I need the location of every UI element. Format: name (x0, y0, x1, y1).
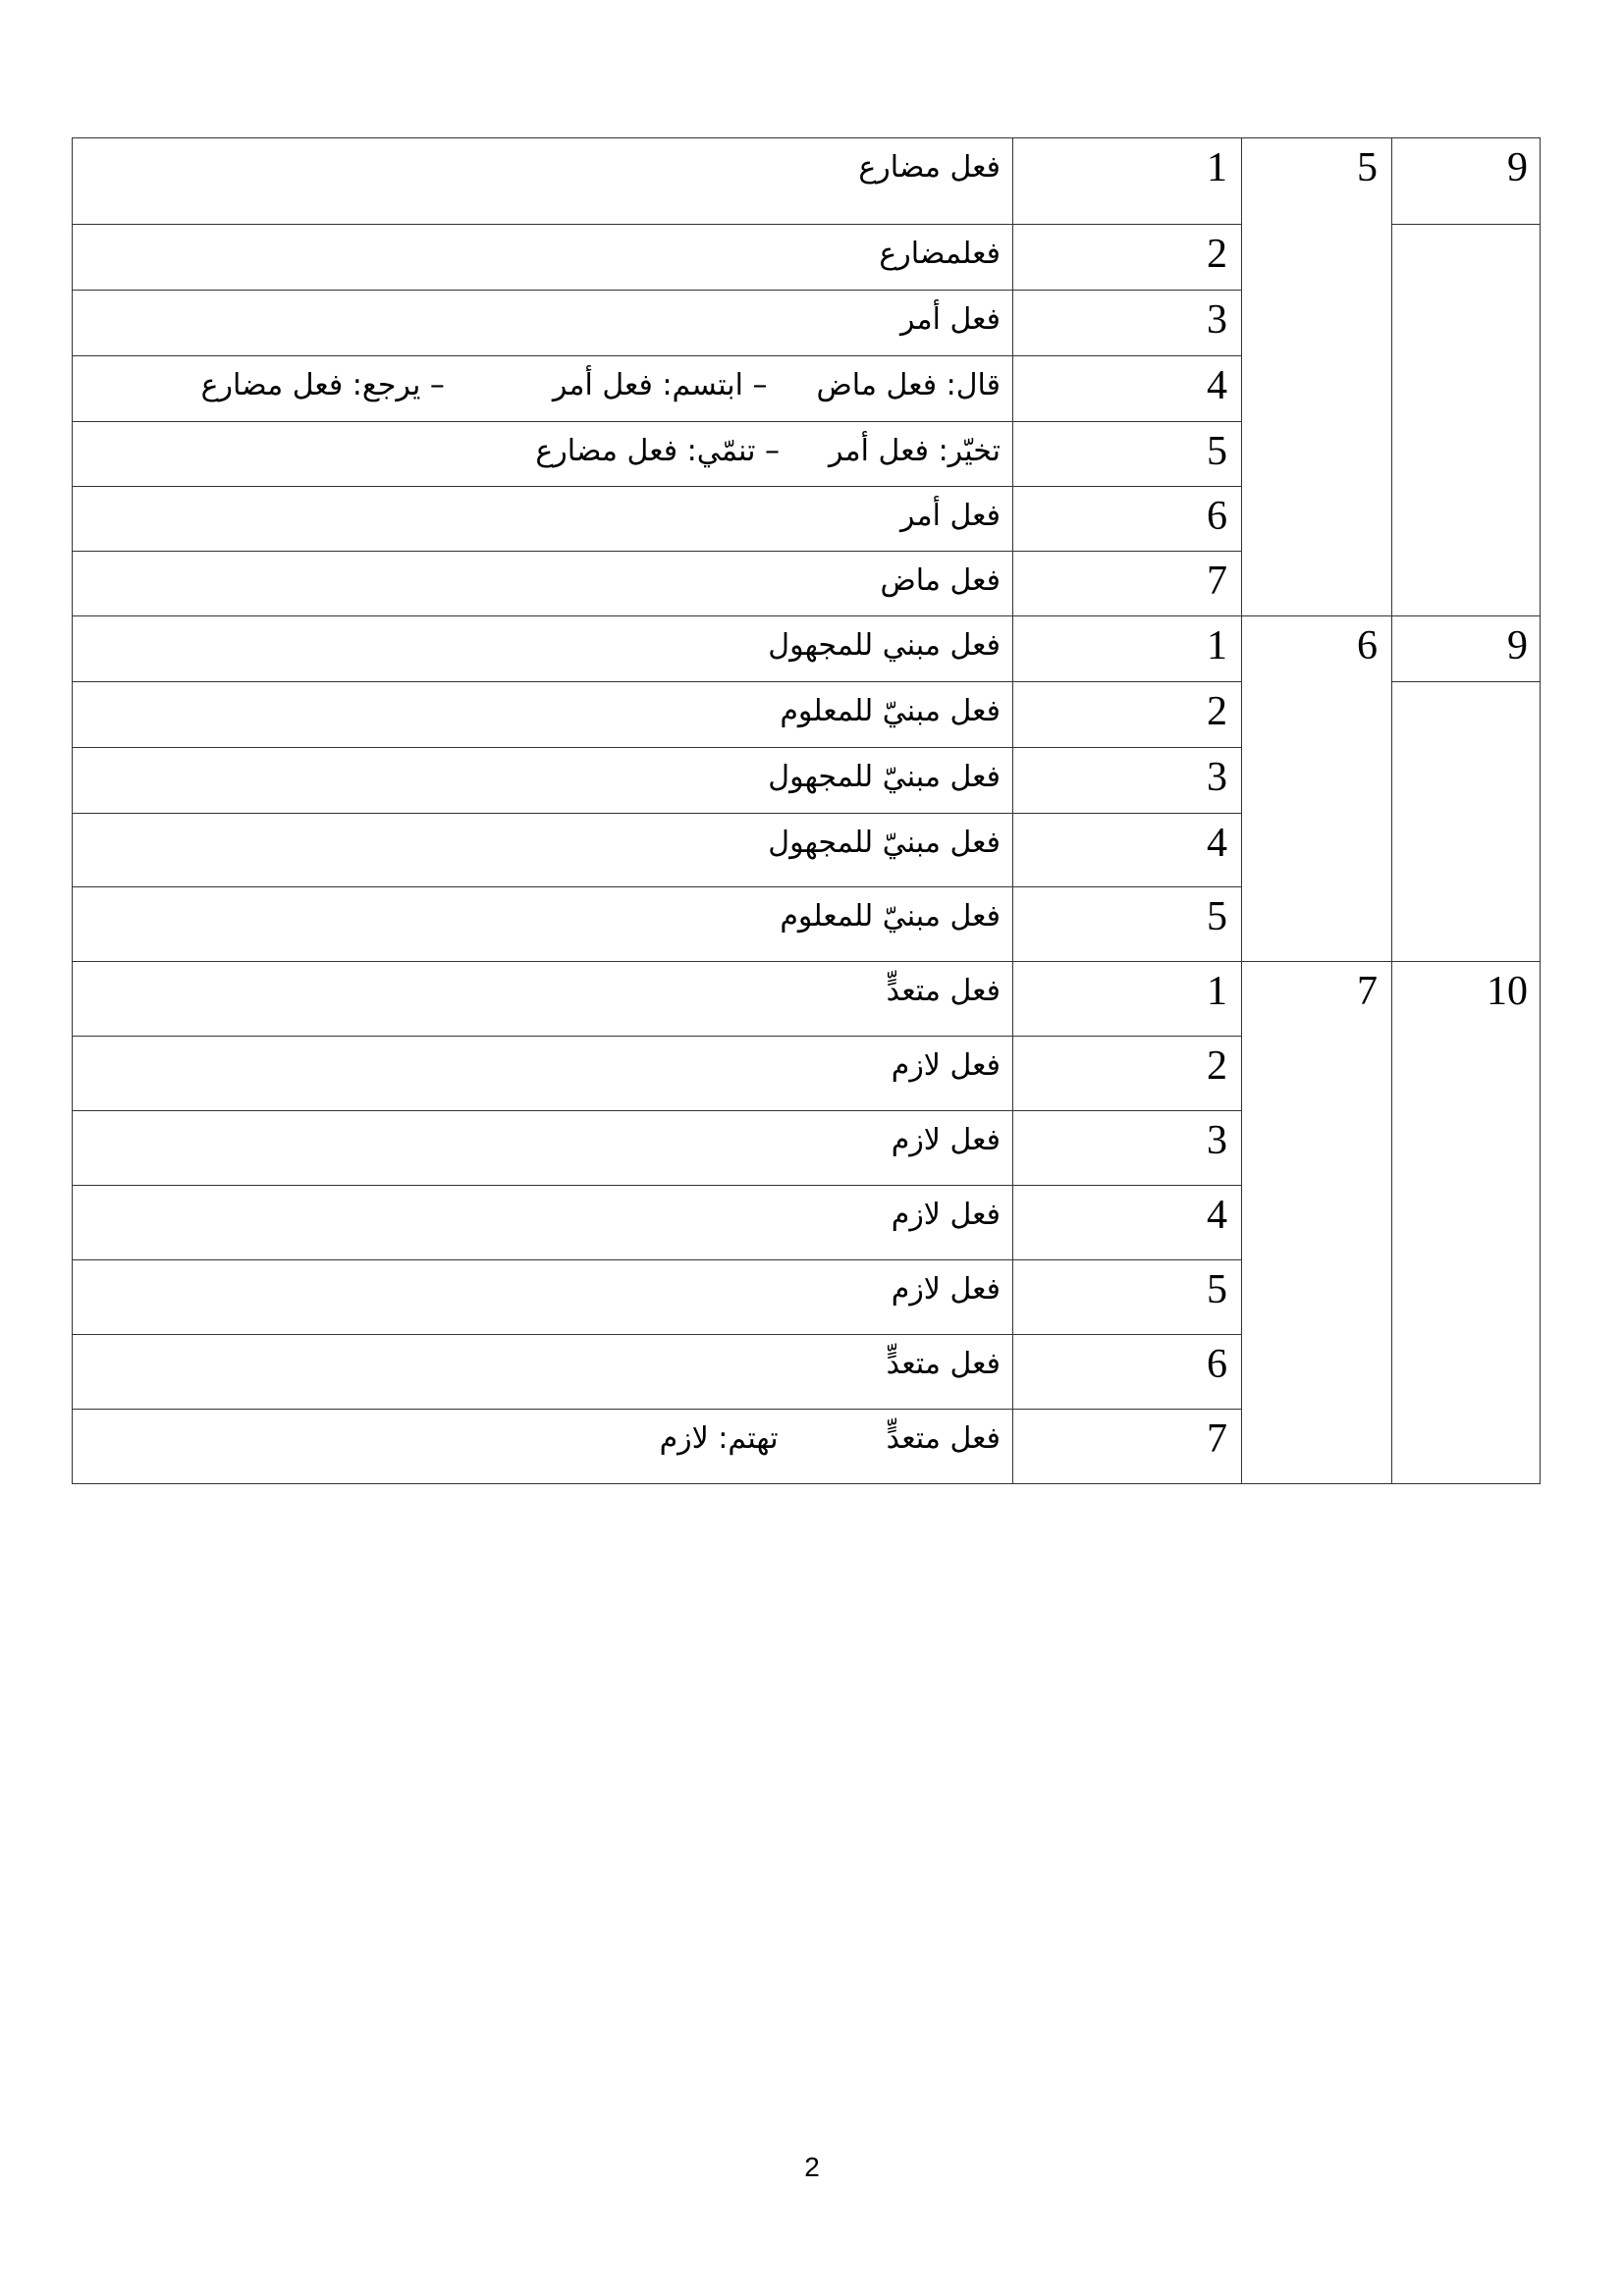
question-number: 9 (1392, 138, 1541, 225)
item-number: 3 (1013, 291, 1242, 356)
answer-text: فعل مبنيّ للمعلوم (780, 694, 1001, 728)
answer-cell (73, 1410, 1013, 1484)
item-number: 6 (1013, 1335, 1242, 1410)
answer-text: – تنمّي: فعل مضارع (535, 434, 780, 468)
item-number: 1 (1013, 616, 1242, 682)
table-row (73, 616, 1541, 682)
answer-cell (73, 1260, 1013, 1335)
answer-text: – يرجع: فعل مضارع (200, 368, 445, 402)
answer-key-table (72, 137, 1541, 1484)
answer-cell (73, 962, 1013, 1037)
answer-text: قال: فعل ماض (816, 368, 1001, 402)
item-number: 3 (1013, 748, 1242, 814)
answer-cell (73, 1111, 1013, 1186)
answer-text: فعل مضارع (858, 150, 1001, 185)
answer-text: فعل أمر (899, 499, 1001, 533)
answer-text: فعل لازم (891, 1048, 1001, 1083)
answer-cell (73, 422, 1013, 487)
answer-cell (73, 616, 1013, 682)
question-cell-empty (1392, 682, 1541, 962)
item-number: 5 (1013, 1260, 1242, 1335)
answer-cell (73, 887, 1013, 962)
section-number: 7 (1242, 962, 1392, 1484)
table-row (73, 138, 1541, 225)
answer-cell (73, 748, 1013, 814)
item-number: 2 (1013, 682, 1242, 748)
answer-text: فعلمضارع (879, 237, 1001, 271)
answer-cell (73, 487, 1013, 552)
page-number: 2 (804, 2152, 820, 2182)
item-number: 7 (1013, 1410, 1242, 1484)
answer-text: فعل لازم (891, 1272, 1001, 1307)
answer-text: فعل أمر (899, 302, 1001, 337)
answer-cell (73, 1037, 1013, 1111)
item-number: 4 (1013, 814, 1242, 887)
answer-text: فعل لازم (891, 1198, 1001, 1232)
question-number: 9 (1392, 616, 1541, 682)
answer-cell (73, 356, 1013, 422)
question-number: 10 (1392, 962, 1541, 1484)
answer-text: فعل متعدٍّ (886, 1347, 1001, 1381)
item-number: 4 (1013, 356, 1242, 422)
answer-text: فعل لازم (891, 1123, 1001, 1157)
answer-cell (73, 682, 1013, 748)
answer-cell (73, 814, 1013, 887)
answer-text: فعل متعدٍّ (886, 974, 1001, 1008)
item-number: 3 (1013, 1111, 1242, 1186)
answer-text: فعل متعدٍّ (886, 1421, 1001, 1456)
answer-cell (73, 225, 1013, 291)
answer-text: تخيّر: فعل أمر (829, 434, 1001, 468)
answer-cell (73, 552, 1013, 616)
answer-cell (73, 138, 1013, 225)
answer-text: تهتم: لازم (659, 1421, 779, 1456)
answer-text: فعل مبنيّ للمعلوم (780, 899, 1001, 934)
item-number: 5 (1013, 422, 1242, 487)
item-number: 4 (1013, 1186, 1242, 1260)
item-number: 1 (1013, 138, 1242, 225)
answer-text: فعل مبني للمجهول (768, 628, 1001, 663)
section-number: 5 (1242, 138, 1392, 616)
item-number: 2 (1013, 225, 1242, 291)
item-number: 5 (1013, 887, 1242, 962)
answer-cell (73, 1335, 1013, 1410)
answer-text: فعل مبنيّ للمجهول (768, 826, 1001, 860)
answer-text: فعل مبنيّ للمجهول (768, 760, 1001, 794)
question-cell-empty (1392, 225, 1541, 616)
answer-cell (73, 291, 1013, 356)
answer-text: فعل ماض (880, 563, 1001, 598)
answer-text: – ابتسم: فعل أمر (552, 368, 768, 402)
item-number: 6 (1013, 487, 1242, 552)
item-number: 2 (1013, 1037, 1242, 1111)
section-number: 6 (1242, 616, 1392, 962)
answer-cell (73, 1186, 1013, 1260)
item-number: 7 (1013, 552, 1242, 616)
item-number: 1 (1013, 962, 1242, 1037)
table-row (73, 962, 1541, 1037)
